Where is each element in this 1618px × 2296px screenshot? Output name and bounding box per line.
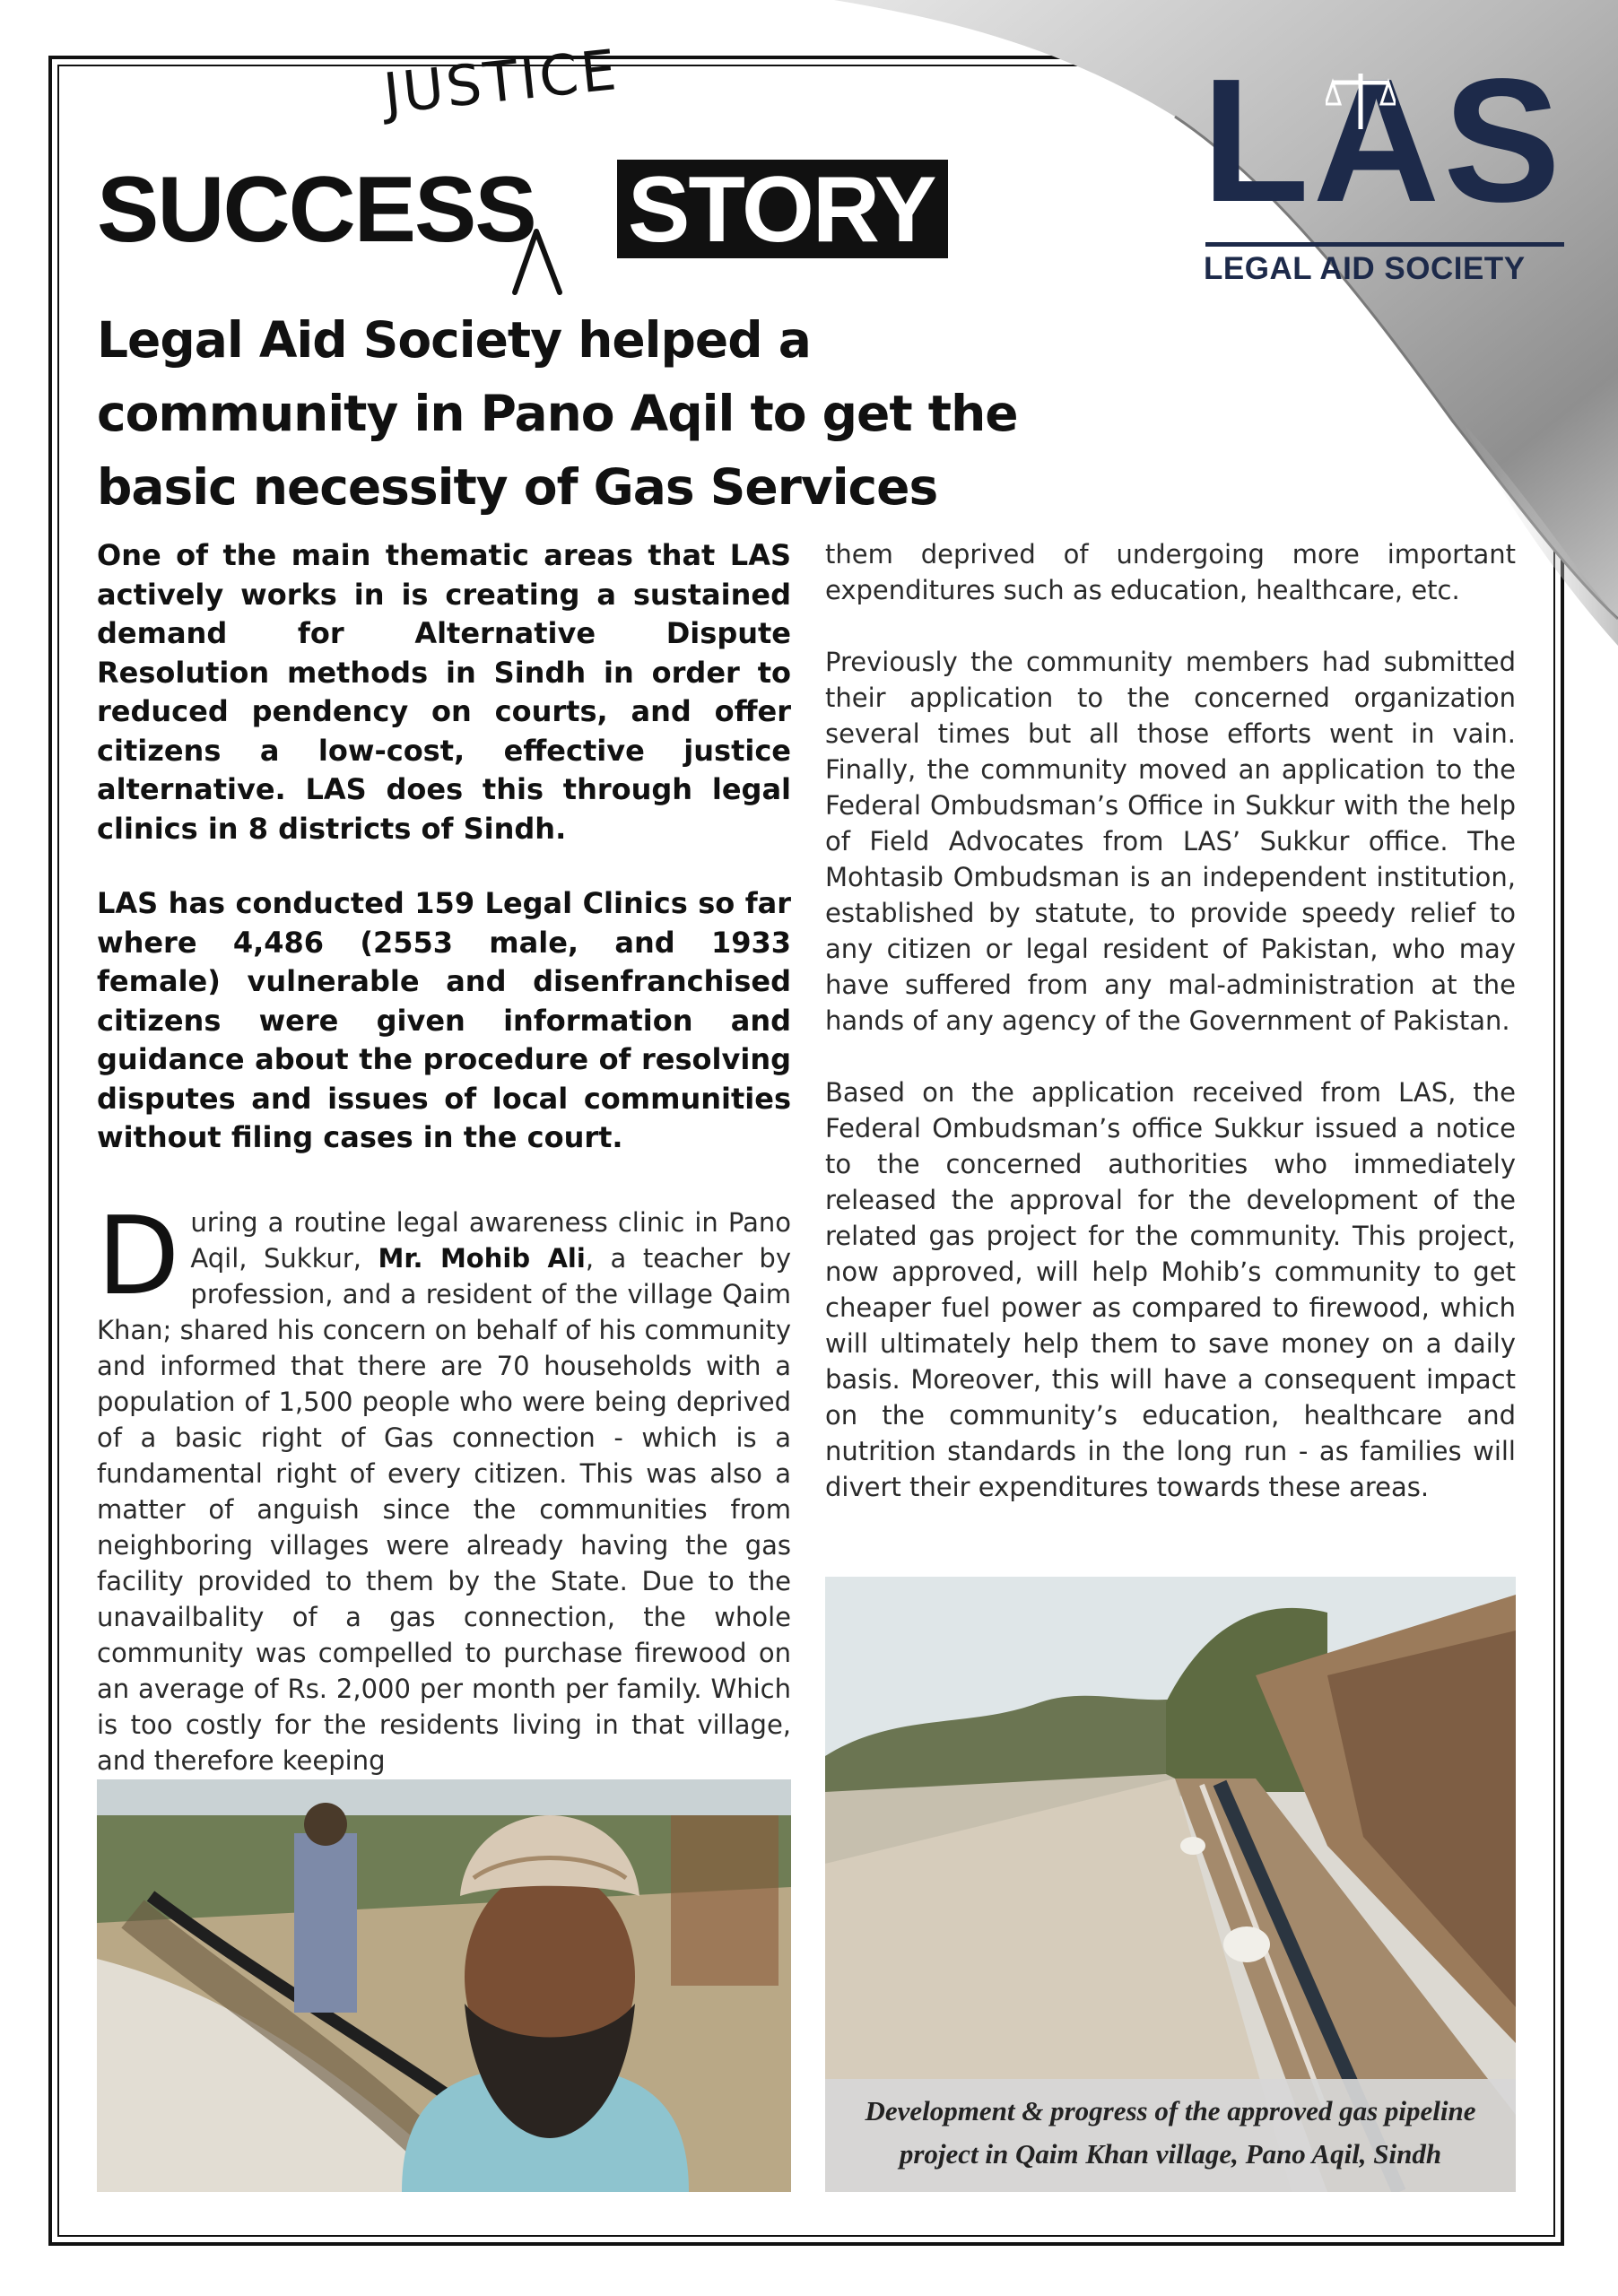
story-paragraph-4: Based on the application received from LAS, the Federal Ombudsman’s office Sukkur issued a notice to the concerned authorities who immediately released the approval for the development of the related gas project for the community. This project, now approved, will help Mohib’s community to get cheaper fuel power as compared to firewood, which will ultimately help them to save money on a daily basis. Moreover, this will have a consequent impact on the community’s education, healthcare and nutrition standards in the long run - as families will divert their expenditures towards these areas. xyxy=(825,1077,1516,1502)
article-headline: Legal Aid Society helped a community in Pano Aqil to get the basic necessity of Gas Services xyxy=(97,311,1018,516)
right-column xyxy=(825,536,1516,1541)
intro-paragraph-1: One of the main thematic areas that LAS actively works in is creating a sustained demand for Alternative Dispute Resolution methods in Sindh in order to reduced pendency on courts, and offer citizens a low-cost, effective justice alternative. LAS does this through legal clinics in 8 districts of Sindh. xyxy=(97,538,791,846)
story-paragraph-2: them deprived of undergoing more important expenditures such as education, healthcare, etc. xyxy=(825,539,1516,605)
justice-handwritten-word: JUSTICE xyxy=(380,36,622,126)
story-p1-rest: , a teacher by profession, and a resident of the village Qaim Khan; shared his concern on behalf of his community and informed that there are 70 households with a population of 1,500 people who were being deprived of a basic right of Gas connection - which is a fundamental right of every citizen. This was also a matter of anguish since the communities from neighboring villages were already having the gas facility provided to them by the State. Due to the unavailbality of a gas connection, the whole community was compelled to purchase firewood on an average of Rs. 2,000 per month per family. Which is too costly for the residents living in that village, and therefore keeping xyxy=(97,1242,791,1776)
scales-of-justice-icon xyxy=(1326,70,1396,133)
person-name: Mr. Mohib Ali xyxy=(378,1242,586,1274)
photo-mohib-ali-at-pipeline xyxy=(97,1779,791,2192)
story-title-word: STORY xyxy=(617,160,948,258)
photo-caption: Development & progress of the approved gas pipeline project in Qaim Khan village, Pano Aqil, Sindh xyxy=(865,2095,1476,2170)
drop-cap-letter: D xyxy=(97,1194,180,1319)
success-title-word: SUCCESS xyxy=(97,158,535,262)
las-logo xyxy=(1202,42,1570,286)
logo-subtitle: LEGAL AID SOCIETY xyxy=(1204,251,1526,286)
intro-paragraph-2: LAS has conducted 159 Legal Clinics so far where 4,486 (2553 male, and 1933 female) vulnerable and disenfranchised citizens were given information and guidance about the procedure of resolving disputes and issues of local communities without filing cases in the court. xyxy=(97,886,791,1154)
story-paragraph-3: Previously the community members had submitted their application to the concerned organization several times but all those efforts went in vain. Finally, the community moved an application to the Federal Ombudsman’s Office in Sukkur with the help of Field Advocates from LAS’ Sukkur office. The Mohtasib Ombudsman is an independent institution, established by statute, to provide speedy relief to any citizen or legal resident of Pakistan, who may have suffered from any mal-administration at the hands of any agency of the Government of Pakistan. xyxy=(825,647,1516,1036)
logo-word: LAS xyxy=(1202,42,1564,239)
story-p1-start: uring a routine legal awareness clinic in Pano Aqil, Sukkur, xyxy=(190,1206,791,1274)
left-column xyxy=(97,536,791,1814)
story-paragraph-1 xyxy=(97,1194,791,1779)
logo-underline xyxy=(1205,242,1564,247)
